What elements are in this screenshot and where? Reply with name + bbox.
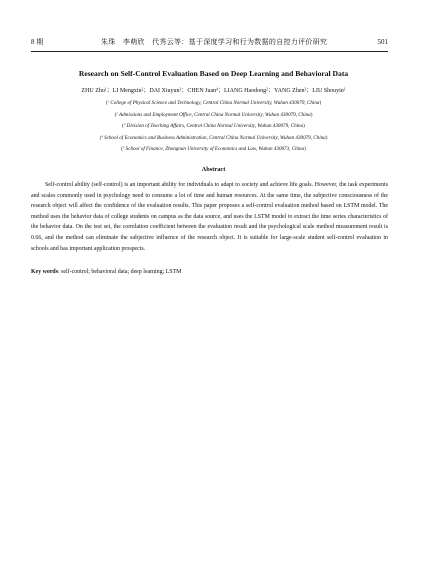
running-head <box>31 36 388 48</box>
abstract-body: Self-control ability (self-control) is an important ability for individuals to adapt to society and achieve life goals. However, the task experiments and scales commonly used in psychology need to consume a lot of time and human resources. At the same time, the subjective consciousness of the research object will affect the confidence of the evaluation results. This paper proposes a self-control evaluation method based on LSTM model. The method uses the behavior data of college students on campus as the data source, and uses the LSTM model to extract the time series characteristics of the behavior data. On the test set, the correlation coefficient between the evaluation result and the psychological scale method measurement result is 0.66, and the method can eliminate the subjective influence of the research object. It is suitable for large-scale student self-control evaluation in schools and has important application prospects. <box>31 182 388 252</box>
affiliation-department: School of Economics and Business Administration <box>102 134 207 141</box>
affiliation-line <box>31 121 396 133</box>
author-separator: ； <box>181 88 188 94</box>
keywords-colon: : <box>58 269 62 275</box>
affiliation-department: College of Physical Science and Technology <box>109 100 201 106</box>
affiliation-comma: , <box>254 123 258 130</box>
issue-label: 8 期 <box>31 38 44 46</box>
affiliation-city: Wuhan 430079 <box>280 134 311 141</box>
keywords-label: Key words <box>31 269 58 275</box>
affiliation-comma: , <box>310 134 314 141</box>
affiliation-line <box>31 133 396 145</box>
affiliation-comma: , <box>206 134 210 141</box>
affiliation-department: Admissions and Employment Office <box>117 111 192 118</box>
author-name: DAI Xiuyun <box>149 88 180 94</box>
header-divider <box>31 51 388 52</box>
paper-title: Research on Self-Control Evaluation Based on Deep Learning and Behavioral Data <box>78 69 349 78</box>
affiliation-country: China <box>313 134 326 141</box>
author-name: CHEN Juan <box>187 88 217 94</box>
affiliation-comma: , <box>191 111 195 118</box>
affiliation-close-paren: ) <box>310 111 313 118</box>
affiliation-country: China <box>291 146 305 153</box>
affiliation-close-paren: ) <box>304 146 306 153</box>
affiliation-university: Zhongnan University of Economics and Law <box>165 146 256 153</box>
affiliation-comma: , <box>295 111 299 118</box>
keywords-text: self-control; behavioral data; deep learning; LSTM <box>61 269 182 275</box>
author-affiliation-mark: 3 <box>179 87 182 92</box>
author-separator: ； <box>106 88 113 94</box>
affiliation-city: Wuhan 430079 <box>265 111 296 118</box>
affiliation-comma: , <box>262 111 265 118</box>
affiliation-number: 4 <box>101 134 103 139</box>
author-affiliation-mark: 2 <box>141 87 144 92</box>
author-affiliation-mark: 4 <box>216 87 218 92</box>
author-name: ZHU Zhu <box>81 88 105 94</box>
affiliation-comma: , <box>271 100 274 106</box>
affiliation-open-paren: ( <box>121 146 123 153</box>
author-name: LIU Shouyin <box>312 88 344 94</box>
affiliation-close-paren: ) <box>319 100 322 106</box>
author-separator: ； <box>143 88 150 94</box>
affiliation-number: 3 <box>123 122 126 127</box>
affiliation-university: Central China Normal University <box>209 134 278 141</box>
affiliation-comma: , <box>304 100 307 106</box>
author-name: LIANG Haodong <box>224 88 267 94</box>
running-head-authors-title: 朱珠 李萌欣 代秀云等：基于深度学习和行为数据的自控力评价研究 <box>101 38 328 46</box>
author-name: LI Mengxin <box>112 88 142 94</box>
affiliation-close-paren: ) <box>325 134 328 141</box>
affiliation-department: School of Finance <box>124 146 163 153</box>
affiliation-department: Division of Teaching Affairs <box>125 123 184 130</box>
affiliation-line <box>31 144 396 156</box>
affiliation-university: Central China Normal University <box>202 100 272 106</box>
author-affiliation-mark: 2 <box>266 87 268 92</box>
author-separator: ； <box>306 88 313 94</box>
author-affiliation-mark: 1 <box>343 87 346 92</box>
affiliation-open-paren: ( <box>105 100 108 106</box>
affiliation-line <box>31 98 396 110</box>
affiliation-close-paren: ) <box>303 123 305 130</box>
affiliation-comma: , <box>289 146 292 153</box>
affiliation-comma: , <box>162 146 166 153</box>
author-separator: ； <box>217 88 224 94</box>
affiliation-university: Central China Normal University <box>194 111 263 118</box>
affiliation-city: Wuhan 430073 <box>258 146 290 153</box>
affiliation-number: 1 <box>107 99 110 104</box>
author-affiliation-mark: 3 <box>304 87 307 92</box>
affiliation-city: Wuhan 430079 <box>273 100 305 106</box>
affiliation-comma: , <box>200 100 203 106</box>
author-affiliation-mark: 1 <box>104 87 107 92</box>
affiliation-university: Central China Normal University <box>186 123 255 130</box>
author-separator: ； <box>267 88 274 94</box>
author-list <box>31 86 396 96</box>
affiliation-country: China <box>306 100 320 106</box>
keywords-line <box>31 267 388 277</box>
abstract-heading: Abstract <box>201 166 226 173</box>
affiliation-city: Wuhan 430079 <box>257 123 289 130</box>
affiliation-comma: , <box>183 123 187 130</box>
affiliation-list <box>31 98 396 156</box>
affiliation-open-paren: ( <box>114 111 117 118</box>
affiliation-comma: , <box>288 123 291 130</box>
affiliation-comma: , <box>255 146 259 153</box>
page-number: 501 <box>377 38 388 46</box>
affiliation-open-paren: ( <box>99 134 102 141</box>
affiliation-country: China <box>298 111 311 118</box>
affiliation-number: 2 <box>116 111 118 116</box>
author-name: YANG Zhen <box>273 88 305 94</box>
affiliation-line <box>31 110 396 122</box>
affiliation-comma: , <box>277 134 280 141</box>
affiliation-country: China <box>290 123 304 130</box>
affiliation-number: 5 <box>122 146 125 150</box>
affiliation-open-paren: ( <box>122 123 124 130</box>
